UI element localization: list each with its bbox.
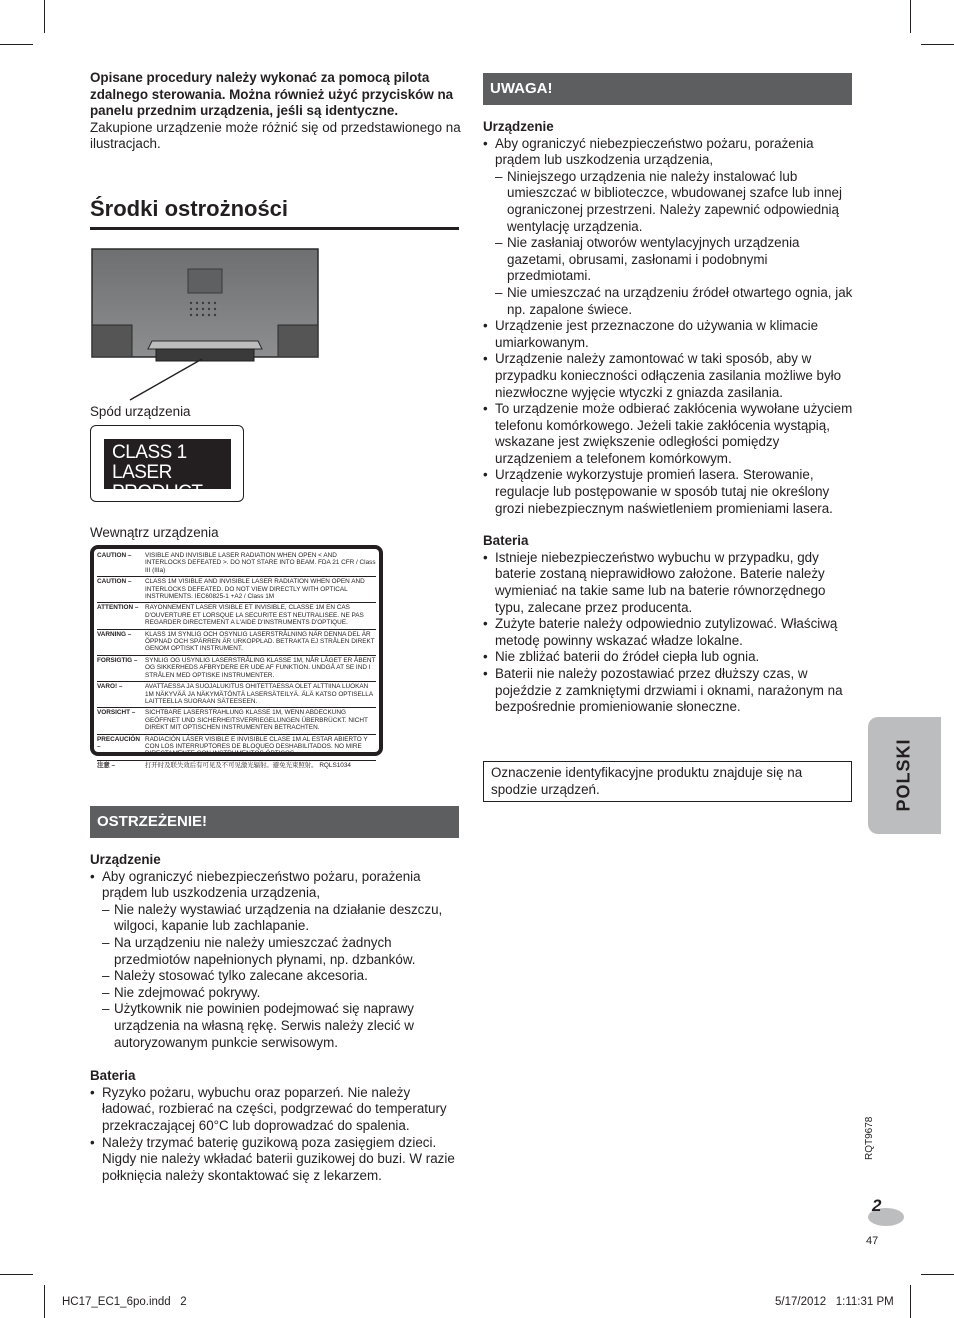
uwaga-device-list: [483, 136, 855, 518]
crop-mark: [921, 1274, 954, 1275]
footer-file: HC17_EC1_6po.indd 2: [62, 1296, 187, 1308]
uwaga-content: [483, 119, 855, 716]
list-item: [90, 869, 462, 1052]
warning-text: RADIACIÓN LÁSER VISIBLE E INVISIBLE CLASE 1M AL ESTAR ABIERTO Y CON LOS INTERRUPTORES DE BLOQUEO DESHABILITADOS. NO MIRE DIRECTAMENTE CON INSTRUMENTOS ÓPTICOS.: [145, 735, 368, 758]
warning-key: VORSICHT –: [97, 709, 136, 717]
list-item: • Zużyte baterie należy odpowiednio zutylizować. Właściwą metodę powinny wskazać władze lokalne.: [483, 616, 855, 649]
crop-mark: [910, 0, 911, 33]
warning-text: SYNLIG OG USYNLIG LASERSTRÅLING KLASSE 1M, NÅR LÅGET ER ÅBENT OG SIKKERHEDS AFBRYDERE ER UDE AF FUNKTION. UNDGÅ AT SE IND I STRÅLEN MED OPTISKE INSTRUMENTER.: [145, 656, 376, 679]
list-item: – Nie należy wystawiać urządzenia na działanie deszczu, wilgoci, kapanie lub zachlapanie.: [102, 902, 462, 935]
section-title: Środki ostrożności: [90, 196, 289, 221]
uwaga-battery-heading: Bateria: [483, 533, 529, 549]
ostrzezenie-heading: OSTRZEŻENIE!: [90, 806, 459, 838]
ostrzezenie-device-sublist: [102, 902, 462, 1051]
list-item: • Baterii nie należy pozostawiać przez dłuższy czas, w pojeździe z zamkniętymi drzwiami i oknami, narażonym na bezpośrednie promieniowanie słoneczne.: [483, 666, 855, 716]
list-item: – Na urządzeniu nie należy umieszczać żadnych przedmiotów napełnionych płynami, np. dzbanków.: [102, 935, 462, 968]
warning-row: [97, 630, 376, 656]
crop-mark: [910, 1285, 911, 1318]
language-tab-label: POLSKI: [893, 738, 914, 812]
language-tab: [868, 717, 941, 834]
warning-text: RAYONNEMENT LASER VISIBLE ET INVISIBLE, CLASSE 1M EN CAS D'OUVERTURE ET LORSQUE LA SECURITE EST NEUTRALISEE. NE PAS REGARDER DIRECTEMENT A L'AIDE D'INSTRUMENTS D'OPTIQUE.: [145, 604, 364, 627]
warning-key: PRECAUCIÓN –: [97, 735, 140, 750]
warning-row: [97, 682, 376, 708]
warning-row: [97, 761, 376, 771]
warning-row: [97, 577, 376, 603]
warning-text: SICHTBARE LASERSTRAHLUNG KLASSE 1M, WENN ABDECKUNG GEÖFFNET UND SICHERHEITSVERRIEGELUNGEN ÜBERBRÜCKT. NICHT DIREKT MIT OPTISCHEN INSTRUMENTEN BETRACHTEN.: [145, 709, 368, 732]
list-item: – Nie zdejmować pokrywy.: [102, 985, 462, 1002]
warning-row: [97, 551, 376, 577]
uwaga-device-heading: Urządzenie: [483, 119, 554, 134]
list-item: – Nie zasłaniaj otworów wentylacyjnych urządzenia gazetami, obrusami, zasłonami i podobnymi przedmiotami.: [495, 235, 855, 285]
crop-mark: [44, 0, 45, 33]
laser-class-label: [90, 425, 244, 502]
warning-row: [97, 603, 376, 629]
warning-key: 注意 –: [97, 761, 116, 769]
crop-mark: [921, 44, 954, 45]
list-item: • Urządzenie należy zamontować w taki sposób, aby w przypadku konieczności odłączenia zasilania możliwe było niezwłoczne wyjęcie wtyczki z gniazda zasilania.: [483, 351, 855, 401]
ostrzezenie-content: [90, 852, 462, 1184]
ostrzezenie-device-list: [90, 869, 462, 1052]
warning-row: [97, 656, 376, 682]
list-item-text: Aby ograniczyć niebezpieczeństwo pożaru, porażenia prądem lub uszkodzenia urządzenia,: [495, 135, 814, 168]
warning-key: ATTENTION –: [97, 604, 139, 612]
warning-row: [97, 735, 376, 761]
list-item: • Nie zbliżać baterii do źródeł ciepła lub ognia.: [483, 649, 855, 666]
intro-text: Zakupione urządzenie może różnić się od przedstawionego na ilustracjach.: [90, 119, 461, 152]
uwaga-battery-list: [483, 550, 855, 716]
uwaga-heading: UWAGA!: [483, 73, 852, 105]
warning-text: CLASS 1M VISIBLE AND INVISIBLE LASER RADIATION WHEN OPEN AND INTERLOCKS DEFEATED. DO NOT VIEW DIRECTLY WITH OPTICAL INSTRUMENTS. IEC60825-1 +A2 / Class 1M: [145, 578, 365, 601]
list-item: – Nie umieszczać na urządzeniu źródeł otwartego ognia, jak np. zapalone świece.: [495, 285, 855, 318]
page-number-badge: [864, 1196, 906, 1230]
warning-key: CAUTION –: [97, 578, 132, 586]
intro-bold-text: Opisane procedury należy wykonać za pomocą pilota zdalnego sterowania. Można również użyć przycisków na panelu przednim urządzenia, jeśli są identyczne.: [90, 70, 454, 119]
page-number-small: 47: [866, 1235, 879, 1247]
list-item: – Należy stosować tylko zalecane akcesoria.: [102, 968, 462, 985]
warning-key: CAUTION –: [97, 552, 132, 559]
list-item: • Urządzenie jest przeznaczone do używania w klimacie umiarkowanym.: [483, 318, 855, 351]
laser-class-line: CLASS 1: [112, 442, 187, 463]
footer-timestamp: 5/17/2012 1:11:31 PM: [775, 1296, 894, 1308]
warning-text: VISIBLE AND INVISIBLE LASER RADIATION WHEN OPEN < AND INTERLOCKS DEFEATED >. DO NOT STARE INTO BEAM. FDA 21 CFR / Class III (IIIa): [145, 552, 376, 574]
crop-mark: [0, 1274, 33, 1275]
warning-key: VARO! –: [97, 683, 123, 691]
warning-text: AVATTAESSA JA SUOJALUKITUS OHITETTAESSA OLET ALTTIINA LUOKAN 1M NÄKYVÄÄ JA NÄKYMÄTÖNTÄ LASERSÄTEILYÄ. ÄLÄ KATSO OPTISELLA LAITTEELLA SUORAAN SÄTEESEEN.: [145, 683, 373, 705]
list-item: • To urządzenie może odbierać zakłócenia wywołane użyciem telefonu komórkowego. Jeżeli takie zakłócenia wystąpią, wskazane jest zwiększenie odległości pomiędzy urządzeniem a telefonem komórkowym.: [483, 401, 855, 467]
list-item: • Ryzyko pożaru, wybuchu oraz poparzeń. Nie należy ładować, rozbierać na części, podgrzewać do temperatury przekraczającej 60°C lub doprowadzać do spalenia.: [90, 1085, 462, 1135]
list-item: – Użytkownik nie powinien podejmować się naprawy urządzenia na własną rękę. Serwis należy zlecić w autoryzowanym punkcie serwisowym.: [102, 1001, 462, 1051]
list-item: • Należy trzymać baterię guzikową poza zasięgiem dzieci. Nigdy nie należy wkładać baterii guzikowej do buzi. W razie połknięcia należy skontaktować się z lekarzem.: [90, 1135, 462, 1185]
document-code: RQT9678: [864, 1116, 875, 1160]
bottom-label: Spód urządzenia: [90, 404, 191, 419]
page-number: 2: [872, 1196, 882, 1215]
list-item: • Istnieje niebezpieczeństwo wybuchu w przypadku, gdy baterie zostaną nieprawidłowo założone. Baterie należy wymieniać na takie same lub na baterie równorzędnego typu, zalecane przez producenta.: [483, 550, 855, 616]
list-item: [483, 136, 855, 319]
warning-text: KLASS 1M SYNLIG OCH OSYNLIG LASERSTRÅLNING NÄR DENNA DEL ÄR ÖPPNAD OCH SPÄRREN ÄR URKOPPLAD. BETRAKTA EJ STRÅLEN DIREKT GENOM OPTISKT INSTRUMENT.: [145, 630, 375, 653]
device-bottom-illustration: [90, 245, 320, 405]
laser-warning-label: [90, 545, 383, 769]
section-divider: [90, 227, 459, 230]
list-item: • Urządzenie wykorzystuje promień lasera. Sterowanie, regulacje lub postępowanie w sposób tutaj nie określony grozi niebezpiecznym naświetleniem promieniami lasera.: [483, 467, 855, 517]
uwaga-device-sublist: [495, 169, 855, 318]
warning-key: VARNING –: [97, 630, 132, 638]
crop-mark: [44, 1285, 45, 1318]
ostrzezenie-battery-heading: Bateria: [90, 1068, 136, 1084]
list-item: – Niniejszego urządzenia nie należy instalować lub umieszczać w biblioteczce, wbudowanej szafce lub innej ograniczonej przestrzeni. Należy zapewnić odpowiednią wentylację urządzenia.: [495, 169, 855, 235]
warning-row: [97, 708, 376, 734]
crop-mark: [0, 44, 33, 45]
ostrzezenie-device-heading: Urządzenie: [90, 852, 161, 867]
ostrzezenie-battery-list: [90, 1085, 462, 1185]
warning-text: 打开时及联失效后有可见及不可见激光辐射。避免光束照射。 RQLS1034: [145, 761, 351, 769]
inside-label: Wewnątrz urządzenia: [90, 525, 219, 540]
laser-warning-inner: [94, 549, 379, 769]
warning-key: FORSIGTIG –: [97, 656, 138, 664]
laser-class-line: LASER PRODUCT: [112, 462, 203, 503]
list-item-text: Aby ograniczyć niebezpieczeństwo pożaru, porażenia prądem lub uszkodzenia urządzenia,: [102, 868, 421, 901]
product-id-note: Oznaczenie identyfikacyjne produktu znajduje się na spodzie urządzeń.: [483, 761, 852, 802]
laser-class-text: [104, 439, 231, 503]
intro-paragraph: [90, 70, 462, 153]
